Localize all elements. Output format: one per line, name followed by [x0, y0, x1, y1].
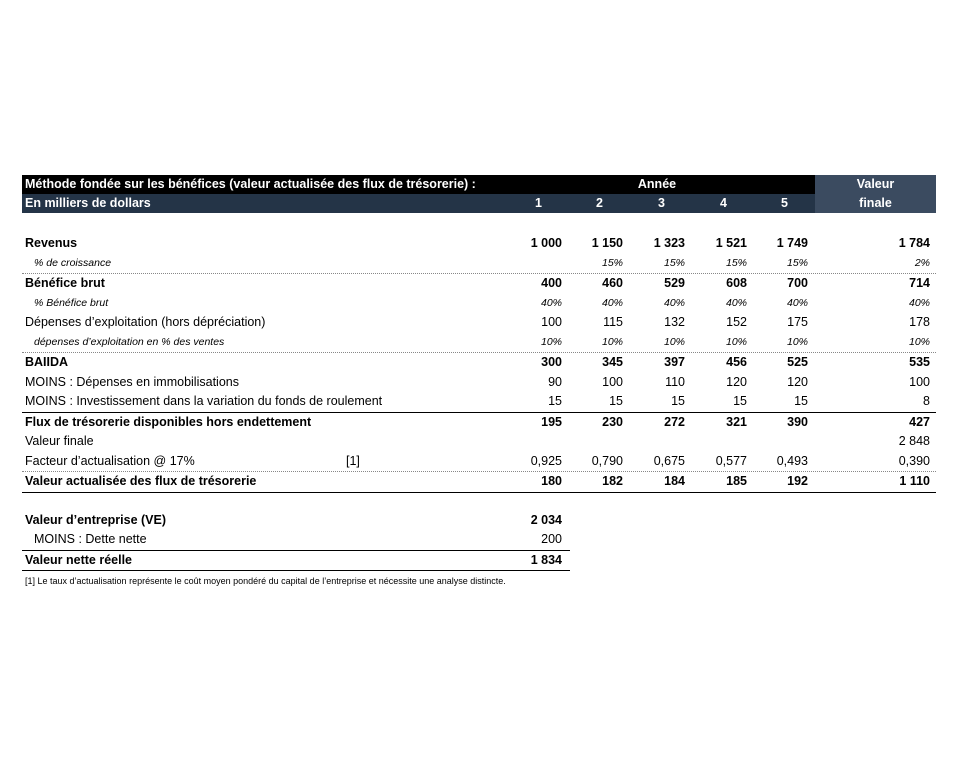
dcf-table [22, 175, 936, 586]
ve-label: Valeur d’entreprise (VE) [25, 512, 167, 527]
row-label: Valeur finale [25, 434, 94, 448]
debt-value: 200 [541, 532, 562, 546]
row-croissance [22, 254, 936, 275]
units-label: En milliers de dollars [25, 196, 151, 210]
cell-year-1: 1 000 [530, 236, 562, 250]
cell-year-5: 525 [787, 355, 808, 369]
cell-year-4: 1 521 [715, 236, 747, 250]
cell-year-1: 300 [541, 355, 562, 369]
year-3: 3 [658, 196, 665, 210]
cell-year-1: 195 [541, 414, 562, 429]
row-valeur-finale [22, 432, 936, 452]
cell-year-3: 132 [664, 315, 685, 329]
row-label: Facteur d’actualisation @ 17% [25, 453, 195, 468]
cell-year-3: 184 [664, 474, 685, 488]
cell-year-4: 152 [726, 315, 747, 329]
cell-year-5: 0,493 [776, 453, 808, 468]
row-label: dépenses d’exploitation en % des ventes [34, 335, 225, 348]
cell-year-3: 529 [664, 276, 685, 290]
cell-valeur-finale: 100 [909, 374, 930, 389]
row-flux-tresorerie [22, 413, 936, 433]
year-2: 2 [596, 196, 603, 210]
terminal-header-top: Valeur [815, 175, 936, 194]
cell-year-4: 10% [725, 335, 747, 348]
cell-year-2: 345 [602, 355, 623, 369]
net-value: 1 834 [530, 552, 562, 567]
cell-year-4: 608 [726, 276, 747, 290]
cell-year-5: 15 [794, 394, 808, 408]
debt-label: MOINS : Dette nette [34, 532, 147, 546]
cell-year-3: 0,675 [653, 453, 685, 468]
cell-valeur-finale: 2 848 [898, 434, 930, 448]
row-facteur-actualisation [22, 452, 936, 473]
table-body [22, 234, 936, 493]
row-label: Bénéfice brut [25, 276, 105, 290]
cell-year-2: 15 [609, 394, 623, 408]
row-valeur-entreprise [22, 511, 570, 531]
cell-year-2: 0,790 [591, 453, 623, 468]
cell-year-3: 110 [665, 374, 685, 389]
cell-year-5: 10% [786, 335, 808, 348]
cell-year-4: 15 [733, 394, 747, 408]
cell-year-1: 10% [540, 335, 562, 348]
cell-valeur-finale: 178 [909, 315, 930, 329]
row-depenses-pct [22, 333, 936, 354]
enterprise-value-block [22, 511, 570, 572]
row-revenus [22, 234, 936, 254]
cell-year-2: 460 [602, 276, 623, 290]
net-label: Valeur nette réelle [25, 552, 133, 567]
cell-year-5: 390 [787, 414, 808, 429]
cell-year-1: 400 [541, 276, 562, 290]
cell-year-1: 90 [548, 374, 562, 389]
cell-valeur-finale: 427 [909, 414, 930, 429]
cell-valeur-finale: 10% [908, 335, 930, 348]
row-valeur-actualisee [22, 472, 936, 493]
year-5: 5 [781, 196, 788, 210]
cell-valeur-finale: 1 110 [899, 474, 930, 488]
row-benefice-brut [22, 274, 936, 294]
cell-year-5: 700 [787, 276, 808, 290]
cell-year-5: 192 [787, 474, 808, 488]
cell-valeur-finale: 40% [908, 296, 930, 309]
table-title: Méthode fondée sur les bénéfices (valeur actualisée des flux de trésorerie) : [25, 177, 476, 191]
cell-year-4: 40% [725, 296, 747, 309]
row-label: % de croissance [34, 256, 112, 269]
cell-year-4: 185 [726, 474, 747, 488]
row-fonds-roulement [22, 392, 936, 413]
cell-valeur-finale: 0,390 [898, 453, 930, 468]
cell-year-1: 100 [541, 315, 562, 329]
row-valeur-nette [22, 550, 570, 572]
footnote: [1] Le taux d’actualisation représente le coût moyen pondéré du capital de l’entreprise et nécessite une analyse distincte. [25, 576, 506, 586]
cell-valeur-finale: 535 [909, 355, 930, 369]
cell-year-2: 115 [603, 315, 623, 329]
cell-year-2: 15% [601, 256, 623, 269]
cell-year-2: 40% [601, 296, 623, 309]
year-4: 4 [720, 196, 727, 210]
cell-year-4: 321 [726, 414, 747, 429]
cell-year-2: 182 [602, 474, 623, 488]
cell-year-3: 15 [671, 394, 685, 408]
cell-year-3: 15% [663, 256, 685, 269]
cell-valeur-finale: 2% [914, 256, 930, 269]
cell-year-5: 40% [786, 296, 808, 309]
cell-year-3: 272 [664, 414, 685, 429]
cell-year-2: 100 [602, 374, 623, 389]
row-immobilisations [22, 373, 936, 393]
cell-year-3: 10% [663, 335, 685, 348]
cell-year-5: 1 749 [776, 236, 808, 250]
cell-year-3: 40% [663, 296, 685, 309]
row-label: % Bénéfice brut [34, 296, 109, 309]
row-depenses-exploitation [22, 313, 936, 333]
cell-year-4: 0,577 [715, 453, 747, 468]
row-label: MOINS : Dépenses en immobilisations [25, 374, 239, 389]
cell-year-5: 175 [787, 315, 808, 329]
row-label: Dépenses d’exploitation (hors dépréciation) [25, 315, 266, 329]
cell-year-4: 456 [726, 355, 747, 369]
header-row-1 [22, 175, 936, 194]
cell-valeur-finale: 714 [909, 276, 930, 290]
year-group-label: Année [637, 177, 677, 191]
cell-year-3: 1 323 [653, 236, 685, 250]
row-label: Flux de trésorerie disponibles hors endettement [25, 414, 312, 429]
cell-year-5: 120 [787, 374, 808, 389]
header-row-2 [22, 194, 936, 213]
row-baiida [22, 353, 936, 373]
row-label: Valeur actualisée des flux de trésorerie [25, 474, 257, 488]
row-label: Revenus [25, 236, 78, 250]
footnote-ref: [1] [346, 453, 360, 468]
cell-year-5: 15% [786, 256, 808, 269]
cell-year-4: 15% [725, 256, 747, 269]
cell-year-1: 40% [540, 296, 562, 309]
row-dette-nette [22, 530, 570, 550]
cell-valeur-finale: 8 [923, 394, 930, 408]
cell-year-2: 1 150 [591, 236, 623, 250]
year-1: 1 [535, 196, 542, 210]
row-label: BAIIDA [25, 355, 69, 369]
ve-value: 2 034 [530, 512, 562, 527]
cell-year-1: 180 [541, 474, 562, 488]
cell-year-2: 230 [602, 414, 623, 429]
cell-valeur-finale: 1 784 [898, 236, 930, 250]
cell-year-1: 0,925 [530, 453, 562, 468]
cell-year-2: 10% [601, 335, 623, 348]
cell-year-4: 120 [726, 374, 747, 389]
row-label: MOINS : Investissement dans la variation du fonds de roulement [25, 394, 383, 408]
row-pct-benefice-brut [22, 294, 936, 314]
cell-year-1: 15 [548, 394, 562, 408]
terminal-header-bottom: finale [815, 194, 936, 213]
cell-year-3: 397 [664, 355, 685, 369]
